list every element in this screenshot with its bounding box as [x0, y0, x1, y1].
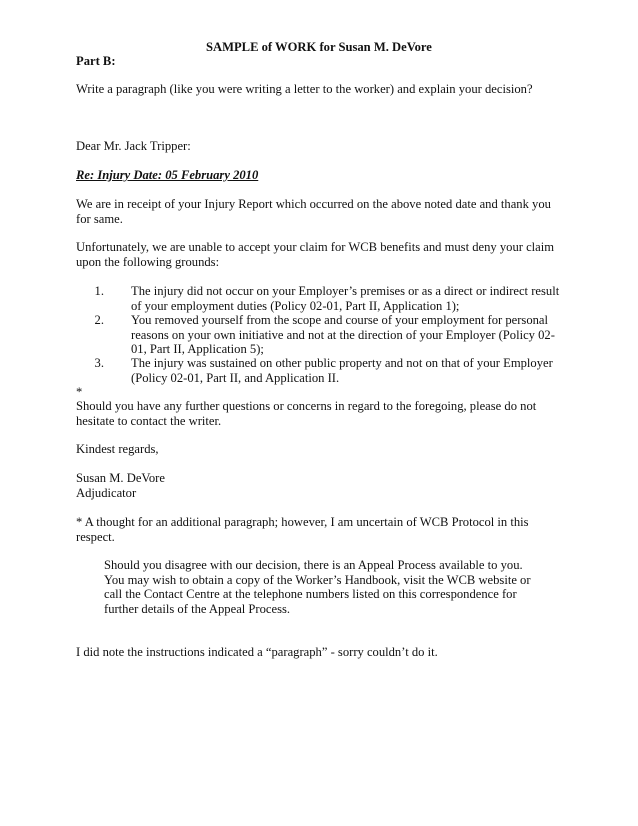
- list-item-line: 01, Part II, Application 5);: [131, 342, 264, 356]
- appeal-paragraph-line: You may wish to obtain a copy of the Worker’s Handbook, visit the WCB website or: [104, 573, 531, 587]
- signer-title: Adjudicator: [76, 486, 137, 500]
- list-item-line: of your employment duties (Policy 02-01, Part II, Application 1);: [131, 299, 460, 313]
- salutation: Dear Mr. Jack Tripper:: [76, 139, 191, 153]
- closing: Kindest regards,: [76, 442, 159, 456]
- asterisk-marker: *: [76, 385, 83, 399]
- re-line: Re: Injury Date: 05 February 2010: [76, 168, 259, 182]
- list-item-line: reasons on your own initiative and not at the direction of your Employer (Policy 02-: [131, 328, 555, 342]
- paragraph-questions-line: Should you have any further questions or concerns in regard to the foregoing, please do not: [76, 399, 537, 413]
- part-heading: Part B:: [76, 54, 116, 68]
- list-item-number: 3.: [94, 356, 104, 370]
- closing-note: I did note the instructions indicated a “paragraph” - sorry couldn’t do it.: [76, 645, 438, 659]
- paragraph-denial-line: upon the following grounds:: [76, 255, 220, 269]
- list-item-line: The injury was sustained on other public property and not on that of your Employer: [131, 356, 553, 370]
- appeal-paragraph-line: further details of the Appeal Process.: [104, 602, 291, 616]
- document-title: SAMPLE of WORK for Susan M. DeVore: [206, 40, 432, 54]
- thought-line: respect.: [76, 530, 115, 544]
- signer-name: Susan M. DeVore: [76, 471, 165, 485]
- thought-line: * A thought for an additional paragraph; however, I am uncertain of WCB Protocol in this: [76, 515, 529, 529]
- appeal-paragraph-line: call the Contact Centre at the telephone numbers listed on this correspondence for: [104, 587, 517, 601]
- list-item-number: 1.: [94, 284, 104, 298]
- paragraph-receipt-line: We are in receipt of your Injury Report which occurred on the above noted date and thank you: [76, 197, 551, 211]
- paragraph-receipt-line: for same.: [76, 212, 123, 226]
- appeal-paragraph-line: Should you disagree with our decision, there is an Appeal Process available to you.: [104, 558, 523, 572]
- list-item-line: You removed yourself from the scope and course of your employment for personal: [131, 313, 549, 327]
- instruction-text: Write a paragraph (like you were writing a letter to the worker) and explain your decision?: [76, 82, 533, 96]
- list-item-line: (Policy 02-01, Part II, and Application II.: [131, 371, 340, 385]
- paragraph-denial-line: Unfortunately, we are unable to accept your claim for WCB benefits and must deny your claim: [76, 240, 555, 254]
- list-item-number: 2.: [94, 313, 104, 327]
- paragraph-questions-line: hesitate to contact the writer.: [76, 414, 222, 428]
- list-item-line: The injury did not occur on your Employer’s premises or as a direct or indirect result: [131, 284, 560, 298]
